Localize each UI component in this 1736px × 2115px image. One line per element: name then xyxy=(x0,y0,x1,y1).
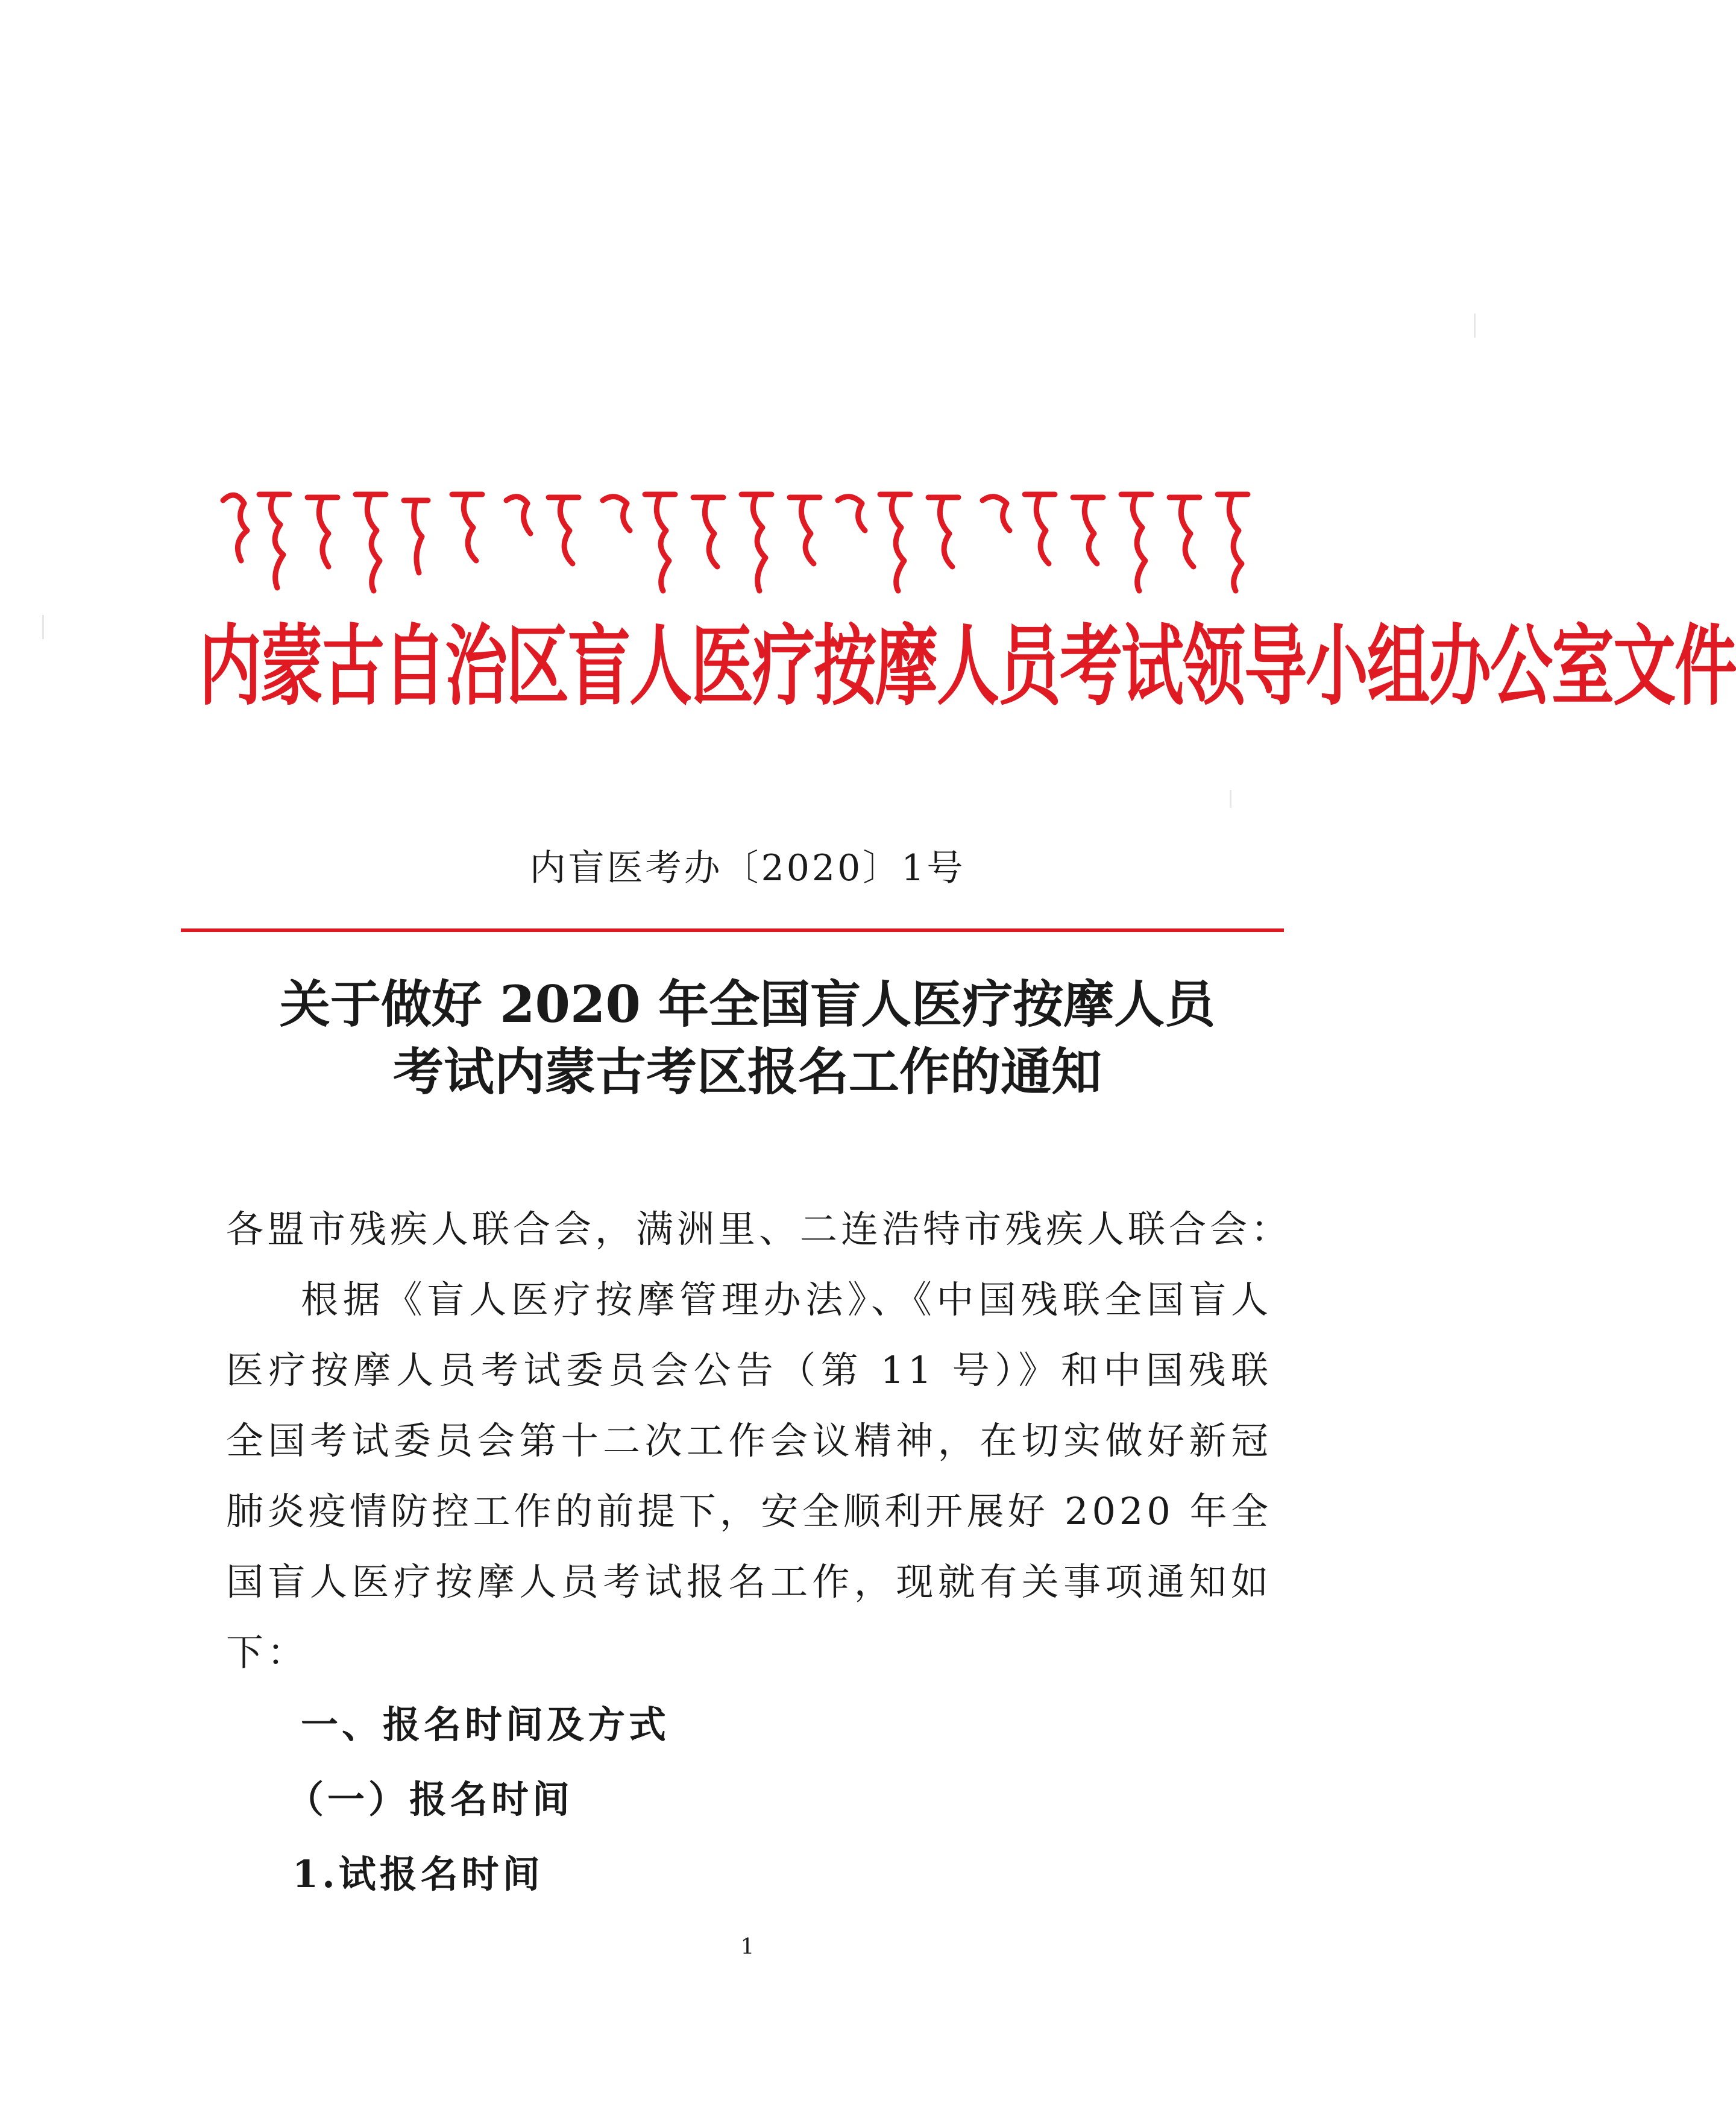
notice-title xyxy=(0,971,1495,1106)
notice-title-line-2: 考试内蒙古考区报名工作的通知 xyxy=(392,1042,1102,1102)
scan-speck xyxy=(42,615,44,639)
scan-speck xyxy=(1474,314,1476,338)
body-paragraph: 根据《盲人医疗按摩管理办法》、《中国残联全国盲人医疗按摩人员考试委员会公告（第 11 号）》和中国残联全国考试委员会第十二次工作会议精神，在切实做好新冠肺炎疫情防控工作的前提下，安全顺利开展好 2020 年全国盲人医疗按摩人员考试报名工作，现就有关事项通知如下： xyxy=(226,1278,1272,1674)
salutation: 各盟市残疾人联合会，满洲里、二连浩特市残疾人联合会： xyxy=(226,1207,1292,1251)
section-heading-2: （一）报名时间 xyxy=(286,1777,574,1821)
mongolian-script-logo xyxy=(211,476,1272,597)
page-number: 1 xyxy=(740,1935,755,1959)
notice-title-line-1: 关于做好 2020 年全国盲人医疗按摩人员 xyxy=(279,974,1216,1034)
red-divider-line xyxy=(181,928,1284,932)
notice-body xyxy=(226,1194,1292,1912)
masthead-title: 内蒙古自治区盲人医疗按摩人员考试领导小组办公室文件 xyxy=(199,614,1736,718)
scan-speck xyxy=(1230,790,1231,808)
document-number: 内盲医考办〔2020〕1号 xyxy=(529,847,966,889)
section-heading-3: 1.试报名时间 xyxy=(292,1852,544,1896)
mongolian-script-header xyxy=(211,476,1272,597)
section-heading-1: 一、报名时间及方式 xyxy=(301,1703,670,1747)
